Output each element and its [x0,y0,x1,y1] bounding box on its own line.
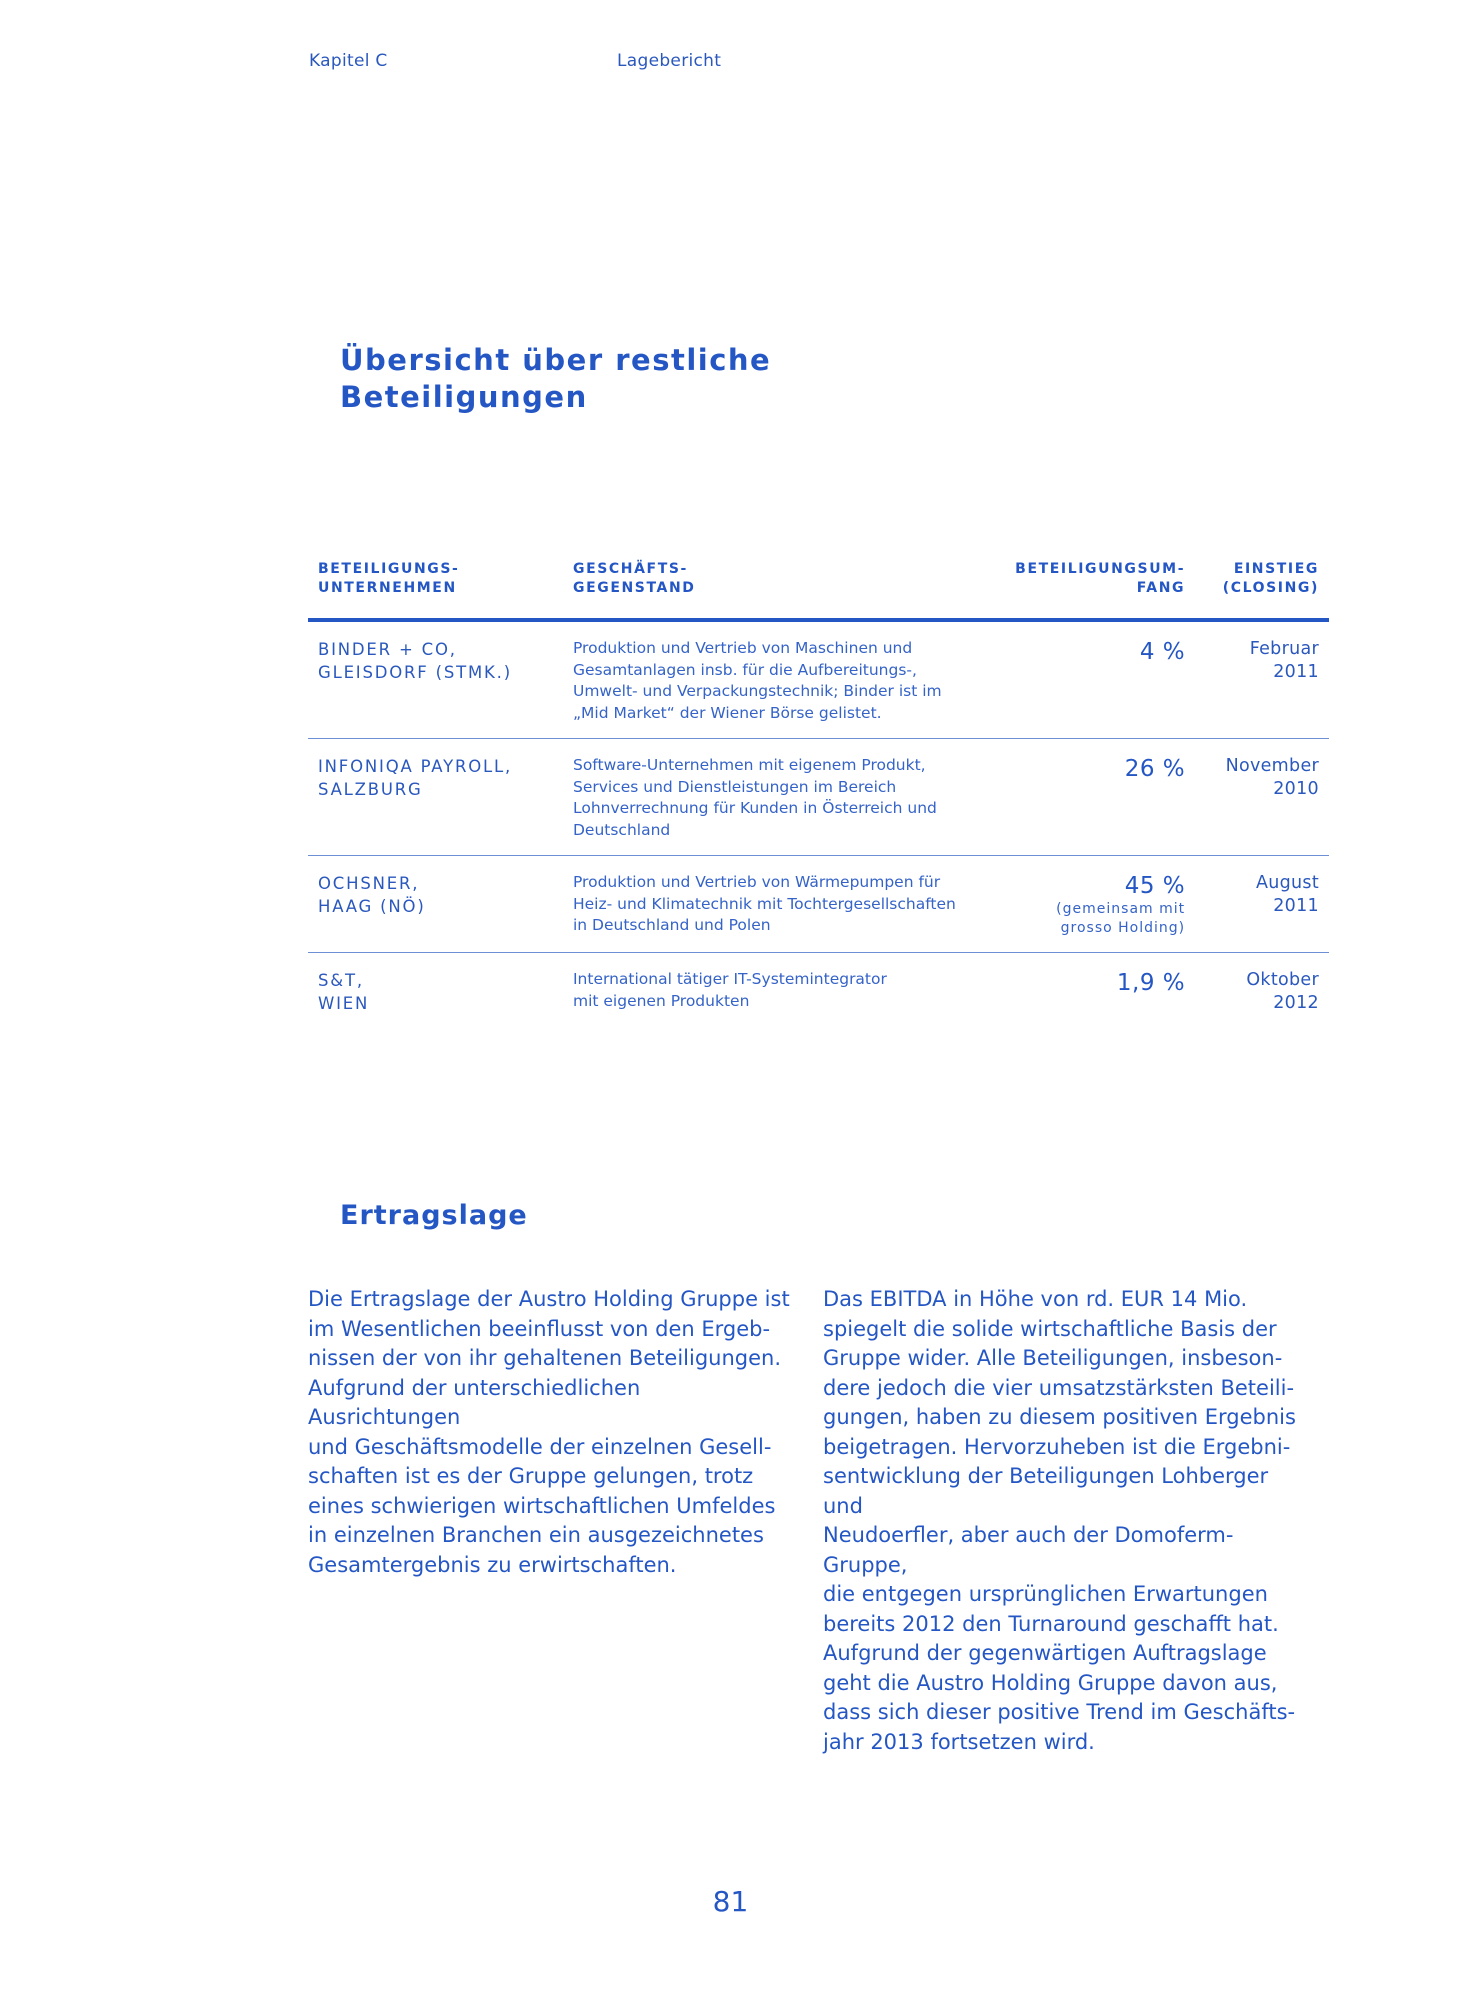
entry-year: 2011 [1273,662,1319,682]
text-line: Das EBITDA in Höhe von rd. EUR 14 Mio. [823,1287,1248,1311]
header-chapter: Kapitel C [309,51,388,71]
text-line: dass sich dieser positive Trend im Geschäfts- [823,1700,1296,1724]
text-line: geht die Austro Holding Gruppe davon aus, [823,1670,1278,1695]
business-line: Deutschland [572,820,671,839]
company-location: GLEISDORF (STMK.) [318,663,512,682]
text-line: beigetragen. Hervorzuheben ist die Ergebni- [823,1434,1291,1459]
col-header-stake-l2: FANG [1136,580,1186,596]
entry-month: August [1255,873,1319,893]
company-location: SALZBURG [318,780,423,799]
entry-year: 2012 [1273,993,1319,1013]
business-cell [563,856,1004,953]
business-line: „Mid Market“ der Wiener Börse gelistet. [572,703,882,722]
table-header-row [308,560,1329,620]
business-cell [563,739,1004,856]
entry-cell [1195,739,1329,856]
col-header-business-l2: GEGENSTAND [572,580,696,596]
entry-cell [1195,620,1329,739]
stake-cell [1004,953,1195,1030]
business-line: Gesamtanlagen insb. für die Aufbereitungs-, [572,660,917,679]
company-location: WIEN [318,994,370,1013]
business-line: Software-Unternehmen mit eigenem Produkt, [572,756,926,774]
overview-title-line2: Beteiligungen [340,380,588,414]
business-line: Heiz- und Klimatechnik mit Tochtergesellschaften [572,894,956,913]
text-line: schaften ist es der Gruppe gelungen, trotz [308,1464,754,1488]
company-cell [308,856,563,953]
stake-cell [1004,620,1195,739]
entry-month: Oktober [1246,970,1319,990]
header-section: Lagebericht [617,51,722,71]
text-line: Gesamtergebnis zu erwirtschaften. [308,1552,677,1577]
stake-value: 26 % [1124,756,1186,782]
table-row [308,620,1329,739]
business-cell [563,620,1004,739]
holdings-table [308,560,1329,1029]
text-line: in einzelnen Branchen ein ausgezeichnetes [308,1523,764,1547]
business-line: Produktion und Vertrieb von Wärmepumpen für [572,873,941,891]
page-number: 81 [712,1885,749,1918]
earnings-left-paragraph [308,1285,798,1580]
entry-month: November [1225,756,1319,776]
col-header-company [308,560,563,620]
table-row [308,953,1329,1030]
business-line: International tätiger IT-Systemintegrator [572,970,887,988]
stake-value: 45 % [1124,873,1186,899]
col-header-business [563,560,1004,620]
company-cell [308,953,563,1030]
business-line: Lohnverrechnung für Kunden in Österreich und [572,799,937,817]
text-line: nissen der von ihr gehaltenen Beteiligungen. [308,1346,782,1370]
text-line: jahr 2013 fortsetzen wird. [823,1729,1095,1754]
entry-cell [1195,953,1329,1030]
stake-note: (gemeinsam mit [1056,901,1186,917]
company-name: BINDER + CO, [318,640,457,659]
table-row [308,739,1329,856]
col-header-entry-l1: EINSTIEG [1233,561,1319,577]
company-cell [308,620,563,739]
entry-year: 2010 [1273,779,1319,799]
overview-title [340,342,771,416]
overview-title-line1: Übersicht über restliche [340,343,772,377]
text-line: im Wesentlichen beeinflusst von den Ergeb- [308,1316,771,1341]
stake-cell [1004,856,1195,953]
text-line: Die Ertragslage der Austro Holding Gruppe ist [308,1287,790,1311]
text-line: Neudoerfler, aber auch der Domoferm-Gruppe, [823,1523,1234,1577]
company-name: OCHSNER, [318,874,420,893]
col-header-business-l1: GESCHÄFTS- [572,561,688,577]
text-line: Aufgrund der unterschiedlichen Ausrichtungen [308,1375,641,1429]
company-cell [308,739,563,856]
entry-month: Februar [1249,639,1319,659]
earnings-title: Ertragslage [340,1200,528,1231]
stake-note: grosso Holding) [1060,920,1186,936]
col-header-entry-l2: (CLOSING) [1222,580,1319,596]
text-line: Aufgrund der gegenwärtigen Auftragslage [823,1641,1267,1665]
col-header-entry [1195,560,1329,620]
business-line: Produktion und Vertrieb von Maschinen und [572,639,913,657]
col-header-stake-l1: BETEILIGUNGSUM- [1015,561,1186,577]
business-cell [563,953,1004,1030]
text-line: die entgegen ursprünglichen Erwartungen [823,1582,1268,1606]
text-line: bereits 2012 den Turnaround geschafft hat. [823,1611,1279,1636]
business-line: Services und Dienstleistungen im Bereich [572,777,897,796]
business-line: mit eigenen Produkten [572,991,750,1010]
company-name: INFONIQA PAYROLL, [318,757,513,776]
col-header-company-l1: BETEILIGUNGS- [318,561,460,577]
company-location: HAAG (NÖ) [318,897,426,916]
col-header-stake [1004,560,1195,620]
business-line: Umwelt- und Verpackungstechnik; Binder ist im [572,682,942,700]
stake-value: 1,9 % [1116,970,1186,996]
text-line: eines schwierigen wirtschaftlichen Umfeldes [308,1493,776,1518]
company-name: S&T, [318,971,364,990]
earnings-right-paragraph [823,1285,1313,1757]
text-line: gungen, haben zu diesem positiven Ergebnis [823,1405,1296,1429]
text-line: Gruppe wider. Alle Beteiligungen, insbeson- [823,1346,1283,1370]
entry-cell [1195,856,1329,953]
stake-value: 4 % [1139,639,1186,665]
text-line: dere jedoch die vier umsatzstärksten Beteili- [823,1375,1295,1400]
text-line: und Geschäftsmodelle der einzelnen Gesell- [308,1434,772,1459]
text-line: sentwicklung der Beteiligungen Lohberger und [823,1464,1269,1518]
col-header-company-l2: UNTERNEHMEN [318,580,457,596]
business-line: in Deutschland und Polen [572,916,771,934]
text-line: spiegelt die solide wirtschaftliche Basis der [823,1316,1277,1341]
stake-cell [1004,739,1195,856]
entry-year: 2011 [1273,896,1319,916]
table-row [308,856,1329,953]
